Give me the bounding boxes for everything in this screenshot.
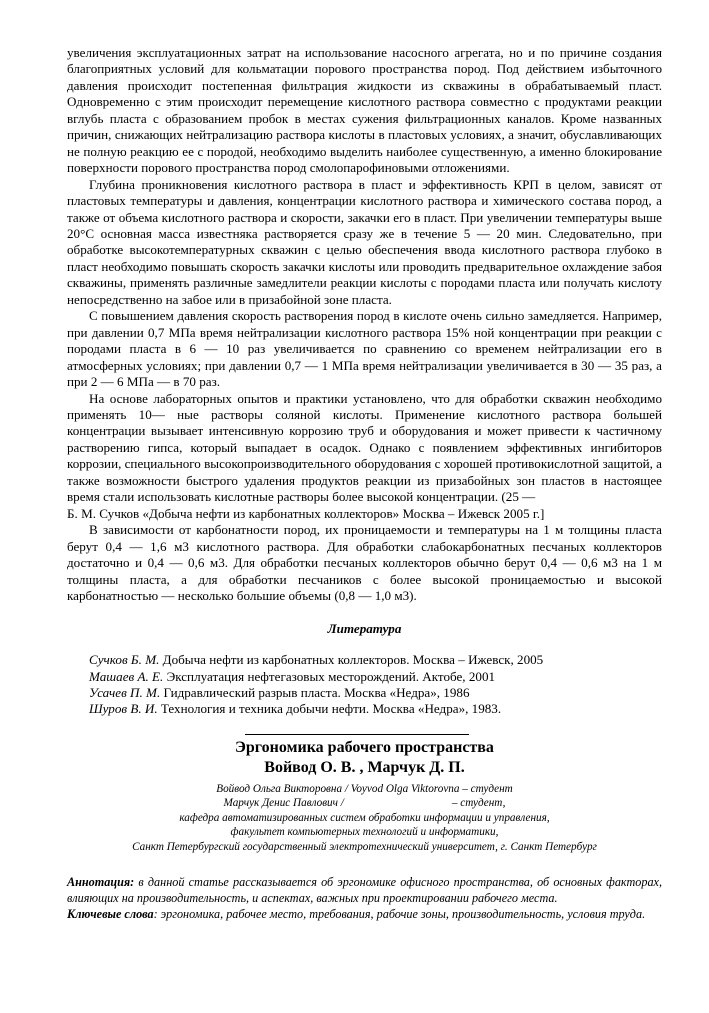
reference-item [89,669,662,685]
article-body [67,45,662,604]
article-authors: Войвод О. В. , Марчук Д. П. [264,758,465,776]
reference-text: Технология и техника добычи нефти. Москва «Недра», 1983. [157,701,502,717]
reference-list [67,652,662,717]
affiliation-role: – студент, [451,797,506,810]
affiliation-line: Войвод Ольга Викторовна / Voyvod Olga Viktorovna – студент [216,782,513,795]
citation-line: Б. М. Сучков «Добыча нефти из карбонатных коллекторов» Москва – Ижевск 2005 г.] [67,505,545,521]
paragraph: С повышением давления скорость растворения пород в кислоте очень сильно замедляется. Например, при давлении 0,7 МПа время нейтрализации кислотного раствора 15% ной концентрации при реакции с породами пласта в 6 — 10 раз увеличивается по сравнению со временем нейтрализации его в атмосферных условиях; при давлении 0,7 — 1 МПа время нейтрализации увеличивается в 30 — 35 раз, а при 2 — 6 МПа — в 70 раз. [67,308,662,390]
affiliation-line: факультет компьютерных технологий и информатики, [230,826,499,839]
reference-author: Сучков Б. М. [89,652,160,668]
abstract-block [67,874,662,923]
reference-author: Машаев А. Е. [89,668,164,684]
paragraph: В зависимости от карбонатности пород, их проницаемости и температуры на 1 м толщины пласта берут 0,4 — 1,6 м3 кислотного раствора. Для обработки слабокарбонатных песчаных коллекторов достаточно и 0,4 — 0,6 м3. Для обработки песчаных коллекторов обычно берут 0,4 — 0,6 м3 на 1 м толщины пласта, а для обработки песчаников с более высокой проницаемостью и высокой карбонатностью — несколько большие объемы (0,8 — 1,0 м3). [67,522,662,603]
abstract [67,874,662,906]
reference-author: Усачев П. М. [89,685,161,700]
abstract-label: Аннотация: [67,874,135,889]
affiliation-line: кафедра автоматизированных систем обработки информации и управления, [179,811,550,824]
section-separator [245,734,469,735]
document-page [67,45,662,922]
reference-author: Шуров В. И. [89,701,158,717]
affiliation-line [67,796,662,811]
reference-item [89,685,662,701]
paragraph: увеличения эксплуатационных затрат на использование насосного агрегата, но и по причине создания благоприятных условий для кольматации порового пространства пород. Под действием избыточного давления происходит постепенная фильтрация жидкости из скважины в обрабатываемый пласт. Одновременно с этим происходит перемещение кислотного раствора совместно с продуктами реакции вглубь пласта с образованием пробок в местах сужения фильтрационных каналов. Кроме названных причин, снижающих нейтрализацию раствора кислоты в пластовых условиях, а значит, обуславливающих не полную реакцию ее с породой, необходимо выделить наиболее существенную, а именно блокирование поверхности порового пространства пород смолопарофиновыми отложениями. [67,45,662,176]
literature-heading: Литература [327,621,402,637]
paragraph: На основе лабораторных опытов и практики установлено, что для обработки скважин необходимо применять 10— ные растворы соляной кислоты. Применение кислотного раствора большей концентрации вызывает интенсивную коррозию труб и оборудования и может привести к частичному растворению гипса, который выпадает в осадок. Однако с появлением эффективных ингибиторов коррозии, специального высокопроизводительного оборудования с хорошей противокислотной защитой, а также возможности быстрого удаления продуктов реакции из призабойных зон пластов в настоящее время стали использовать кислотные растворы более высокой концентрации. (25 — [67,390,662,505]
reference-item [89,701,662,717]
keywords [67,906,662,922]
article-title: Эргономика рабочего пространства [235,738,494,756]
affiliation-line: Санкт Петербургский государственный электротехнический университет, г. Санкт Петербург [132,840,597,853]
reference-text: Добыча нефти из карбонатных коллекторов. Москва – Ижевск, 2005 [159,652,544,668]
reference-text: Гидравлический разрыв пласта. Москва «Недра», 1986 [160,685,470,700]
paragraph: Глубина проникновения кислотного раствора в пласт и эффективность КРП в целом, зависят от пластовых температуры и давления, концентрации кислотного раствора и химического состава пород, а также от объема кислотного раствора и скорости, закачки его в пласт. При увеличении температуры выше 20°С основная масса известняка растворяется сразу же в течение 5 — 20 мин. Следовательно, при обработке высокотемпературных скважин с целью обеспечения ввода кислотного раствора глубоко в пласт необходимо повышать скорость закачки кислоты или проводить предварительное охлаждение забоя скважины, применять различные замедлители реакции кислоты с породами пласта или получать кислоту непосредственно на забое или в призабойной зоне пласта. [67,176,662,307]
author-affiliation [67,782,662,855]
abstract-text: в данной статье рассказывается об эргономике офисного пространства, об основных факторах, влияющих на производительность, и аспектах, важных при проектировании рабочего места. [67,874,662,905]
keywords-text: : эргономика, рабочее место, требования, рабочие зоны, производительность, условия труда. [153,906,646,921]
reference-item [89,652,662,668]
affiliation-name: Марчук Денис Павлович / [223,797,344,810]
keywords-label: Ключевые слова [67,906,154,921]
reference-text: Эксплуатация нефтегазовых месторождений. Актобе, 2001 [163,668,496,684]
